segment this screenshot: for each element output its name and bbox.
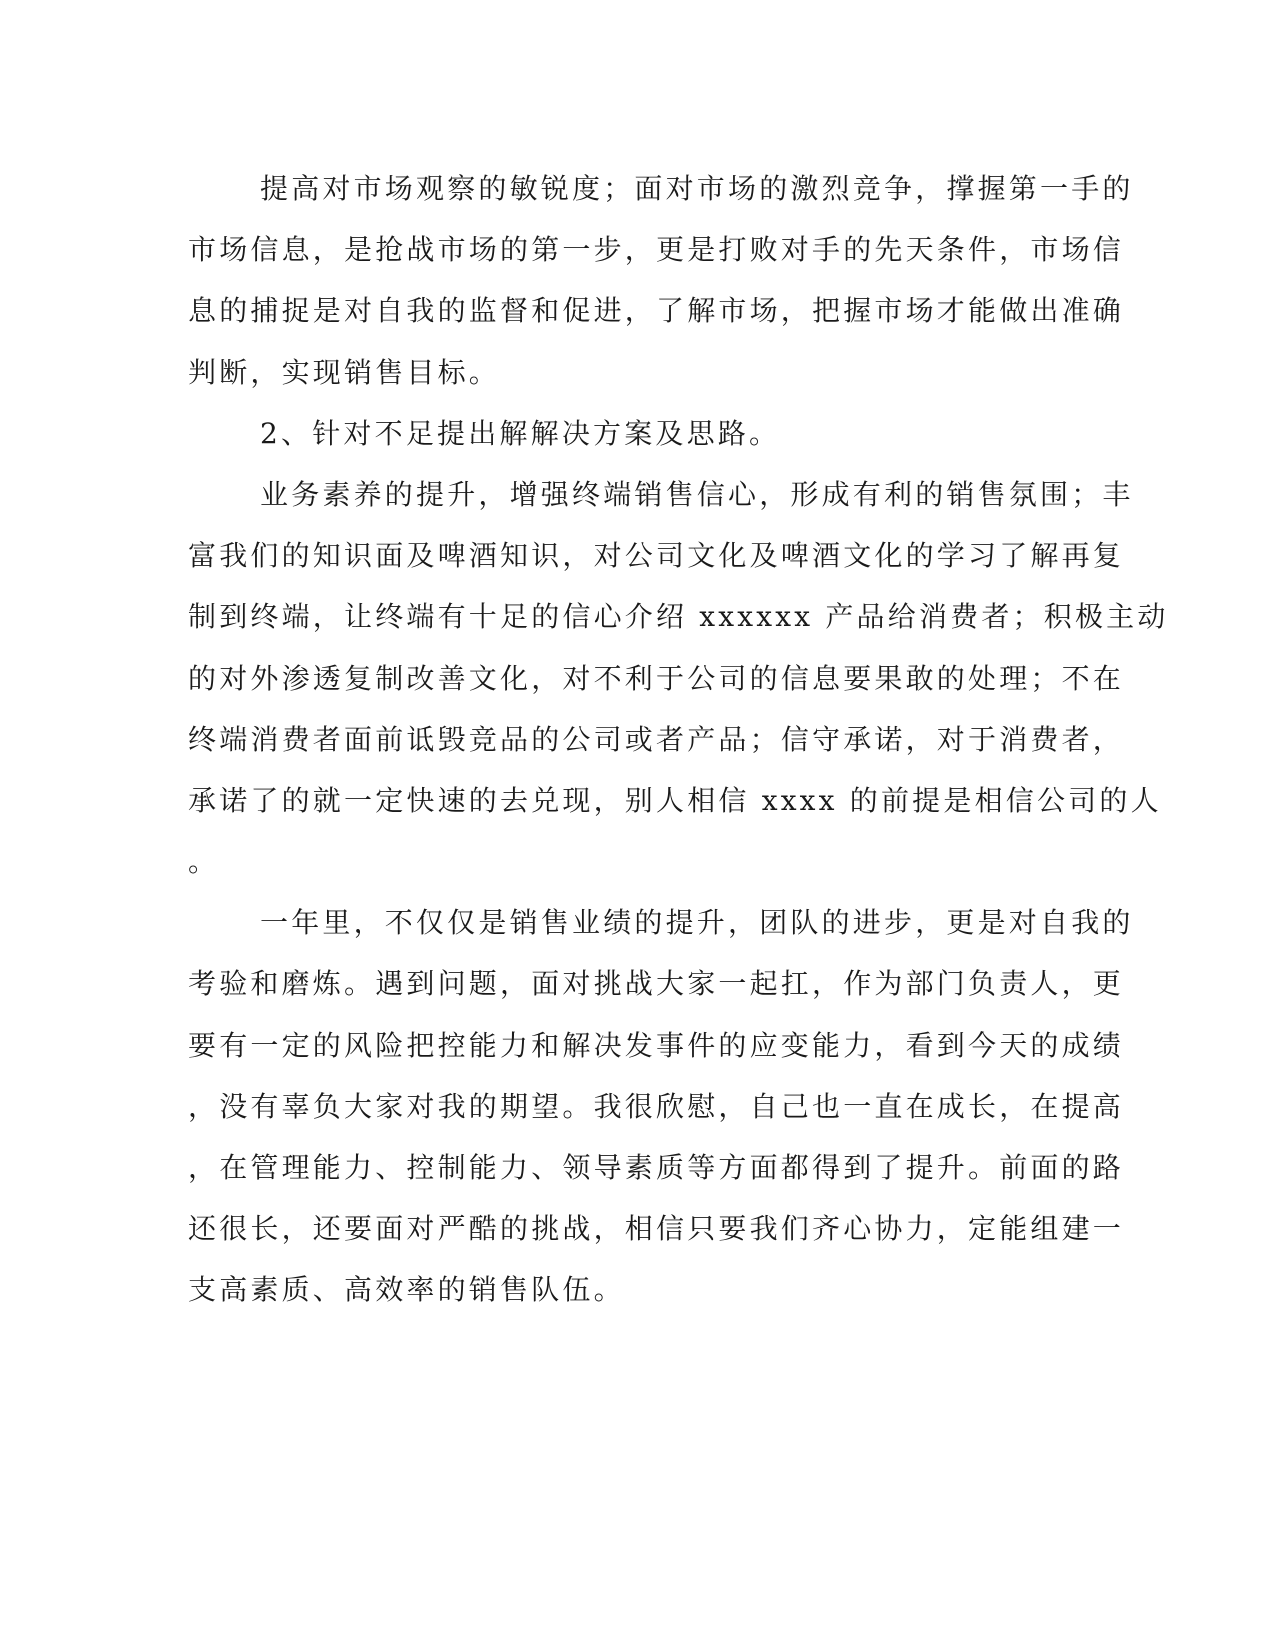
text-line: 市场信息，是抢战市场的第一步，更是打败对手的先天条件，市场信 — [188, 233, 1125, 267]
text-line: ，在管理能力、控制能力、领导素质等方面都得到了提升。前面的路 — [188, 1151, 1125, 1184]
text-line: 富我们的知识面及啤酒知识，对公司文化及啤酒文化的学习了解再复 — [188, 539, 1125, 573]
body-text — [188, 158, 1169, 1321]
text-line: 制到终端，让终端有十足的信心介绍 xxxxxx 产品给消费者；积极主动 — [188, 600, 1169, 634]
text-line: 要有一定的风险把控能力和解决发事件的应变能力，看到今天的成绩 — [188, 1028, 1125, 1062]
text-line: 考验和磨炼。遇到问题，面对挑战大家一起扛，作为部门负责人，更 — [188, 967, 1125, 1001]
text-line: 一年里，不仅仅是销售业绩的提升，团队的进步，更是对自我的 — [260, 906, 1134, 940]
text-line: 判断，实现销售目标。 — [188, 355, 501, 389]
text-line: 的对外渗透复制改善文化，对不利于公司的信息要果敢的处理；不在 — [188, 661, 1125, 695]
text-line: 业务素养的提升，增强终端销售信心，形成有利的销售氛围；丰 — [260, 477, 1134, 511]
text-line: 。 — [188, 845, 220, 879]
text-line: 提高对市场观察的敏锐度；面对市场的激烈竞争，撑握第一手的 — [260, 172, 1134, 205]
text-line: 支高素质、高效率的销售队伍。 — [188, 1273, 625, 1307]
text-line: ，没有辜负大家对我的期望。我很欣慰，自己也一直在成长，在提高 — [188, 1089, 1125, 1123]
section-heading: 2、针对不足提出解解决方案及思路。 — [260, 416, 781, 450]
text-line: 息的捕捉是对自我的监督和促进，了解市场，把握市场才能做出准确 — [188, 294, 1125, 328]
text-line: 终端消费者面前诋毁竞品的公司或者产品；信守承诺，对于消费者， — [188, 722, 1125, 756]
text-line: 还很长，还要面对严酷的挑战，相信只要我们齐心协力，定能组建一 — [188, 1212, 1125, 1246]
text-line: 承诺了的就一定快速的去兑现，别人相信 xxxx 的前提是相信公司的人 — [188, 783, 1162, 817]
